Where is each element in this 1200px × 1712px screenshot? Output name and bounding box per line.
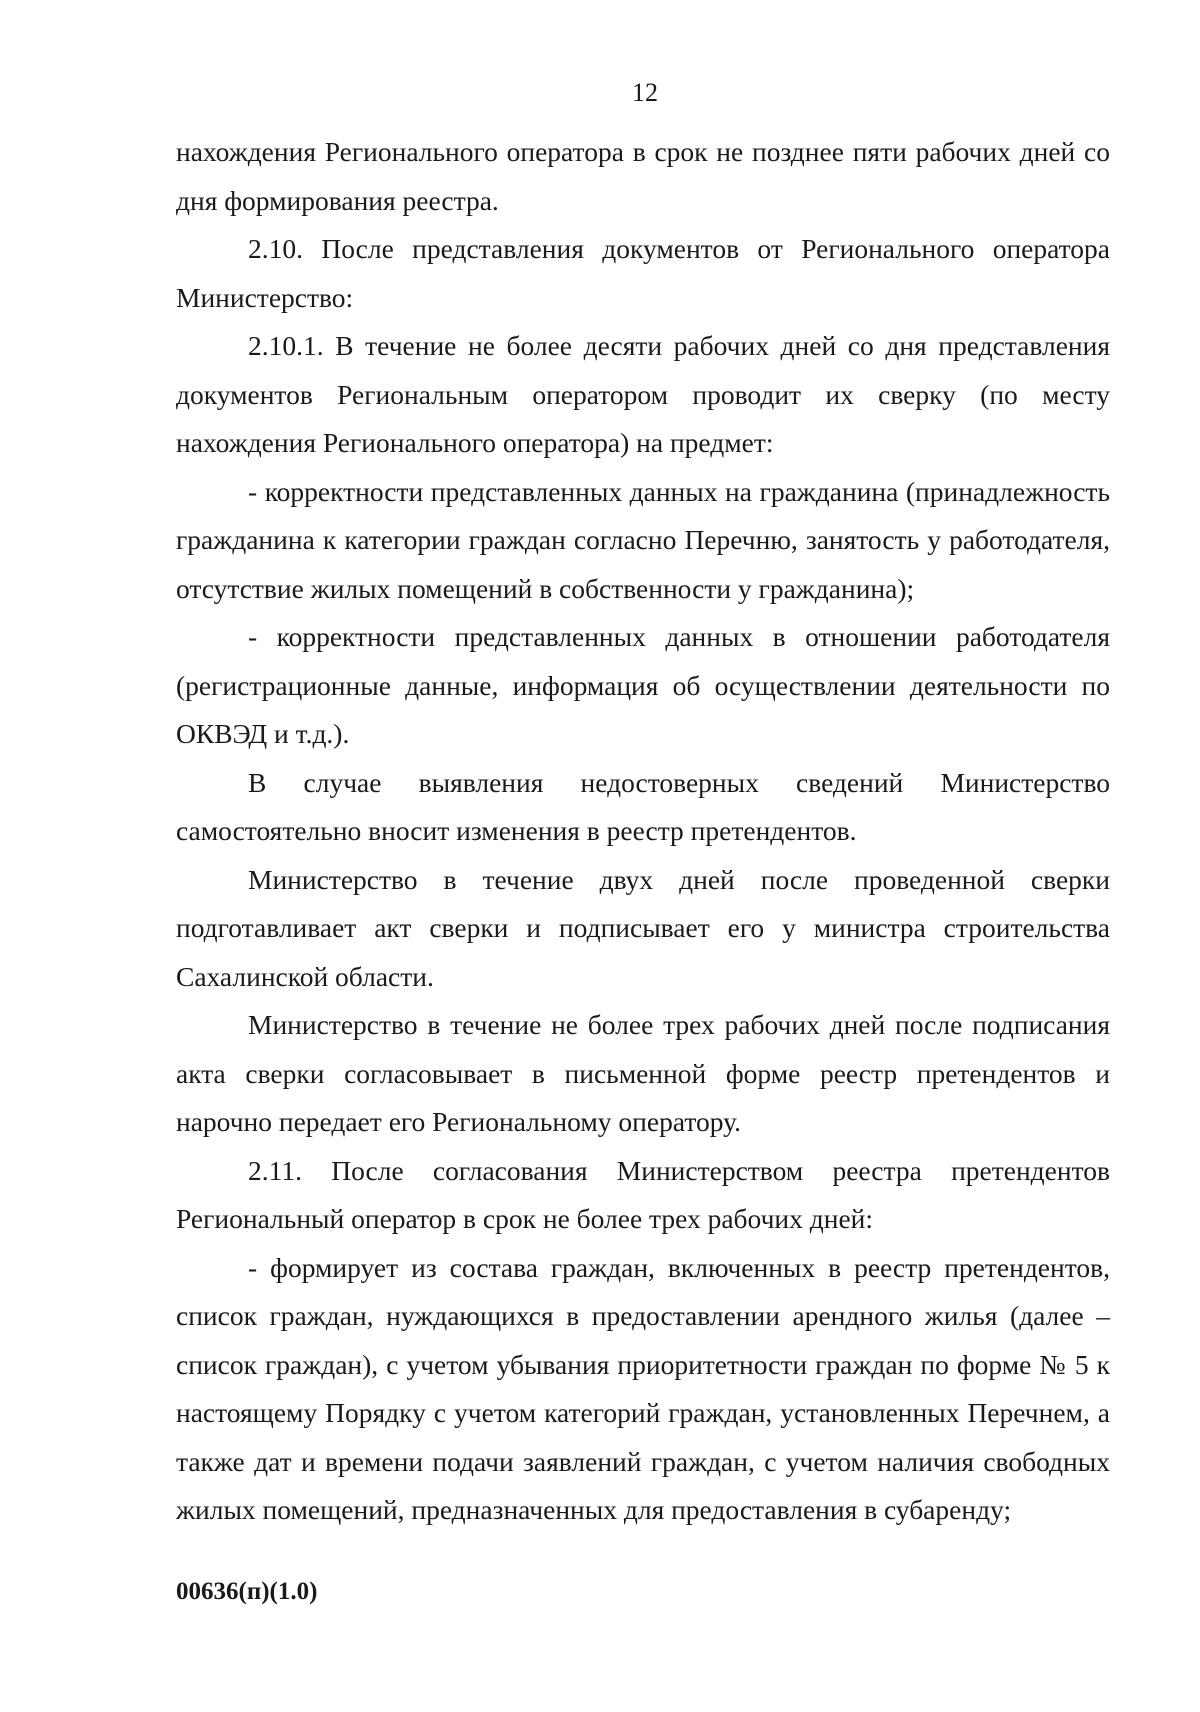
paragraph: 2.11. После согласования Министерством реестра претендентов Региональный оператор в срок не более трех рабочих дней: [176, 1154, 1110, 1234]
paragraph: - корректности представленных данных в отношении работодателя (регистрационные данные, информация об осуществлении деятельности по ОКВЭД и т.д.). [176, 621, 1110, 749]
paragraph: Министерство в течение не более трех рабочих дней после подписания акта сверки согласовывает в письменной форме реестр претендентов и нарочно передает его Региональному оператору. [176, 1009, 1110, 1137]
paragraph: Министерство в течение двух дней после проведенной сверки подготавливает акт сверки и подписывает его у министра строительства Сахалинской области. [176, 863, 1110, 992]
paragraph: - корректности представленных данных на гражданина (принадлежность гражданина к категории граждан согласно Перечню, занятость у работодателя, отсутствие жилых помещений в собственности у гражданина); [176, 475, 1110, 604]
page-number: 12 [632, 78, 658, 107]
paragraph: 2.10. После представления документов от Регионального оператора Министерство: [176, 233, 1110, 313]
document-body [176, 128, 1110, 1535]
paragraph: нахождения Регионального оператора в срок не позднее пяти рабочих дней со дня формирования реестра. [176, 136, 1110, 216]
paragraph: - формирует из состава граждан, включенных в реестр претендентов, список граждан, нуждающихся в предоставлении арендного жилья (далее – список граждан), с учетом убывания приоритетности граждан по форме № 5 к настоящему Порядку с учетом категорий граждан, установленных Перечнем, а также дат и времени подачи заявлений граждан, с учетом наличия свободных жилых помещений, предназначенных для предоставления в субаренду; [176, 1251, 1110, 1525]
footer-document-code: 00636(п)(1.0) [176, 1578, 318, 1605]
paragraph: 2.10.1. В течение не более десяти рабочих дней со дня представления документов Региональным оператором проводит их сверку (по месту нахождения Регионального оператора) на предмет: [176, 330, 1110, 458]
paragraph: В случае выявления недостоверных сведений Министерство самостоятельно вносит изменения в реестр претендентов. [176, 766, 1110, 846]
